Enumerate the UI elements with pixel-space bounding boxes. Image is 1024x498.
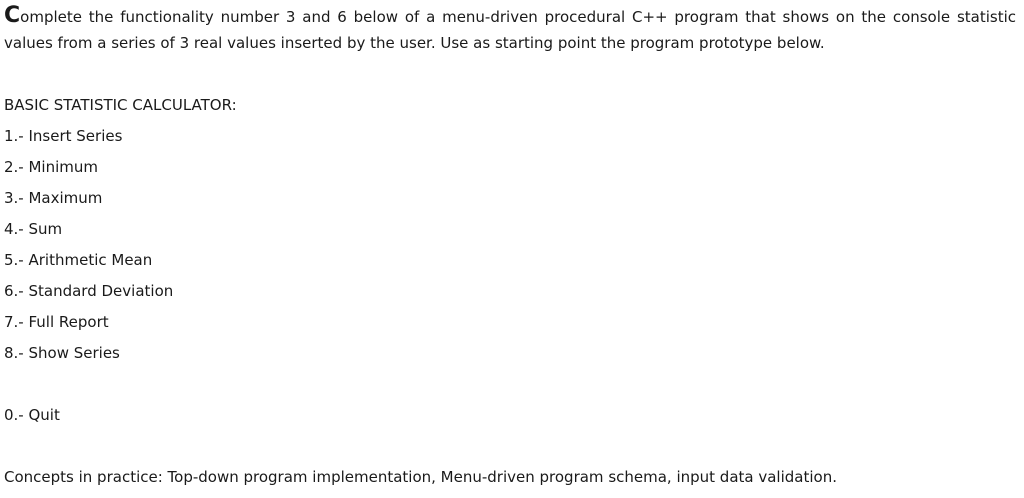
- menu-item-sum: 4.- Sum: [4, 220, 63, 238]
- menu-item-quit: 0.- Quit: [4, 406, 60, 424]
- intro-paragraph: [4, 4, 1016, 56]
- menu-item-standard-deviation: 6.- Standard Deviation: [4, 282, 174, 300]
- menu-item-full-report: 7.- Full Report: [4, 313, 109, 331]
- concepts-paragraph: Concepts in practice: Top-down program implementation, Menu-driven program schema, input data validation.: [4, 468, 837, 486]
- intro-first-letter: C: [4, 3, 21, 28]
- menu-item-show-series: 8.- Show Series: [4, 344, 120, 362]
- menu-item-insert-series: 1.- Insert Series: [4, 127, 123, 145]
- menu-title: BASIC STATISTIC CALCULATOR:: [4, 96, 237, 114]
- menu-item-arithmetic-mean: 5.- Arithmetic Mean: [4, 251, 153, 269]
- intro-text: omplete the functionality number 3 and 6 below of a menu-driven procedural C++ program that shows on the console statistic values from a series of 3 real values inserted by the user. Use as starting point the program prototype below.: [4, 8, 1016, 52]
- menu-item-maximum: 3.- Maximum: [4, 189, 103, 207]
- menu-item-minimum: 2.- Minimum: [4, 158, 99, 176]
